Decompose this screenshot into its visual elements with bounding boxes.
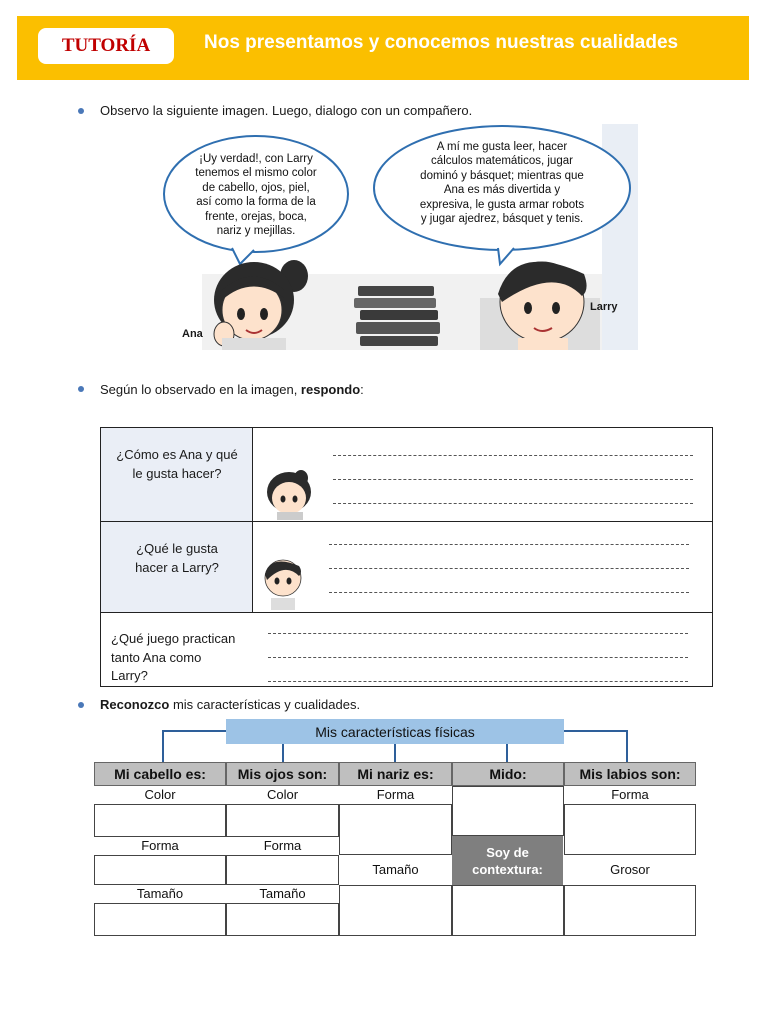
header-mido: Mido: (452, 762, 564, 786)
bullet-icon (78, 108, 84, 114)
input-nariz-tamano[interactable] (339, 885, 452, 936)
label-nariz-forma: Forma (376, 787, 415, 802)
instruction-respond: Según lo observado en la imagen, respondo: (100, 382, 364, 397)
label-ojos-tamano: Tamaño (259, 886, 306, 901)
tutoria-badge: TUTORÍA (38, 28, 174, 64)
larry-icon (261, 554, 305, 612)
answer-line[interactable] (333, 479, 693, 480)
label-cabello-forma: Forma (141, 838, 179, 853)
answer-line[interactable] (329, 592, 689, 593)
connector-line (162, 730, 226, 732)
label-nariz-tamano: Tamaño (372, 862, 419, 877)
label-ojos-color: Color (266, 787, 299, 802)
input-ojos-tamano[interactable] (226, 903, 339, 936)
instruction-observe: Observo la siguiente imagen. Luego, dialogo con un compañero. (100, 103, 473, 118)
input-labios-grosor[interactable] (564, 885, 696, 936)
dialogue-illustration (162, 124, 638, 350)
connector-line (506, 744, 508, 762)
larry-label: Larry (590, 301, 618, 313)
answer-line[interactable] (268, 657, 688, 658)
label-labios-grosor: Grosor (610, 862, 650, 877)
input-nariz-forma[interactable] (339, 804, 452, 855)
input-cabello-tamano[interactable] (94, 903, 226, 936)
input-ojos-color[interactable] (226, 804, 339, 837)
question-larry: ¿Qué le gusta hacer a Larry? (135, 541, 219, 575)
ana-label: Ana (182, 328, 203, 340)
ana-speech: ¡Uy verdad!, con Larry tenemos el mismo color de cabello, ojos, piel, así como la forma de la frente, orejas, boca, nariz y mejillas. (195, 153, 317, 238)
books-stack (354, 286, 440, 346)
answer-line[interactable] (333, 503, 693, 504)
questions-table (100, 427, 713, 687)
answer-line[interactable] (268, 633, 688, 634)
input-labios-forma[interactable] (564, 804, 696, 855)
header-nariz: Mi nariz es: (339, 762, 452, 786)
connector-line (394, 744, 396, 762)
input-ojos-forma[interactable] (226, 855, 339, 885)
question-ana: ¿Cómo es Ana y qué le gusta hacer? (116, 447, 238, 481)
input-mido[interactable] (452, 786, 564, 836)
connector-line (626, 730, 628, 762)
answer-line[interactable] (329, 568, 689, 569)
header-ojos: Mis ojos son: (226, 762, 339, 786)
answer-line[interactable] (333, 455, 693, 456)
bullet-icon (78, 702, 84, 708)
connector-line (564, 730, 628, 732)
instruction-recognize: Reconozco mis características y cualidades. (100, 697, 361, 712)
header-labios: Mis labios son: (564, 762, 696, 786)
page-title: Nos presentamos y conocemos nuestras cualidades (204, 32, 679, 53)
ana-icon (261, 468, 317, 520)
label-cabello-color: Color (144, 787, 176, 802)
larry-speech: A mí me gusta leer, hacer cálculos matemáticos, jugar dominó y básquet; mientras que Ana es más divertida y expresiva, le gusta armar robots y jugar ajedrez, básquet y tenis. (419, 141, 585, 226)
input-cabello-color[interactable] (94, 804, 226, 837)
header-cabello: Mi cabello es: (94, 762, 226, 786)
input-contextura[interactable] (452, 885, 564, 936)
label-ojos-forma: Forma (263, 838, 302, 853)
label-cabello-tamano: Tamaño (136, 886, 184, 901)
connector-line (162, 730, 164, 762)
input-cabello-forma[interactable] (94, 855, 226, 885)
question-both: ¿Qué juego practican tanto Ana como Larry? (111, 631, 236, 683)
connector-line (282, 744, 284, 762)
characteristics-title: Mis características físicas (226, 719, 564, 744)
contextura-label: Soy de contextura: (452, 836, 563, 885)
bullet-icon (78, 386, 84, 392)
answer-line[interactable] (329, 544, 689, 545)
answer-line[interactable] (268, 681, 688, 682)
label-labios-forma: Forma (611, 787, 649, 802)
row-divider (101, 521, 712, 522)
